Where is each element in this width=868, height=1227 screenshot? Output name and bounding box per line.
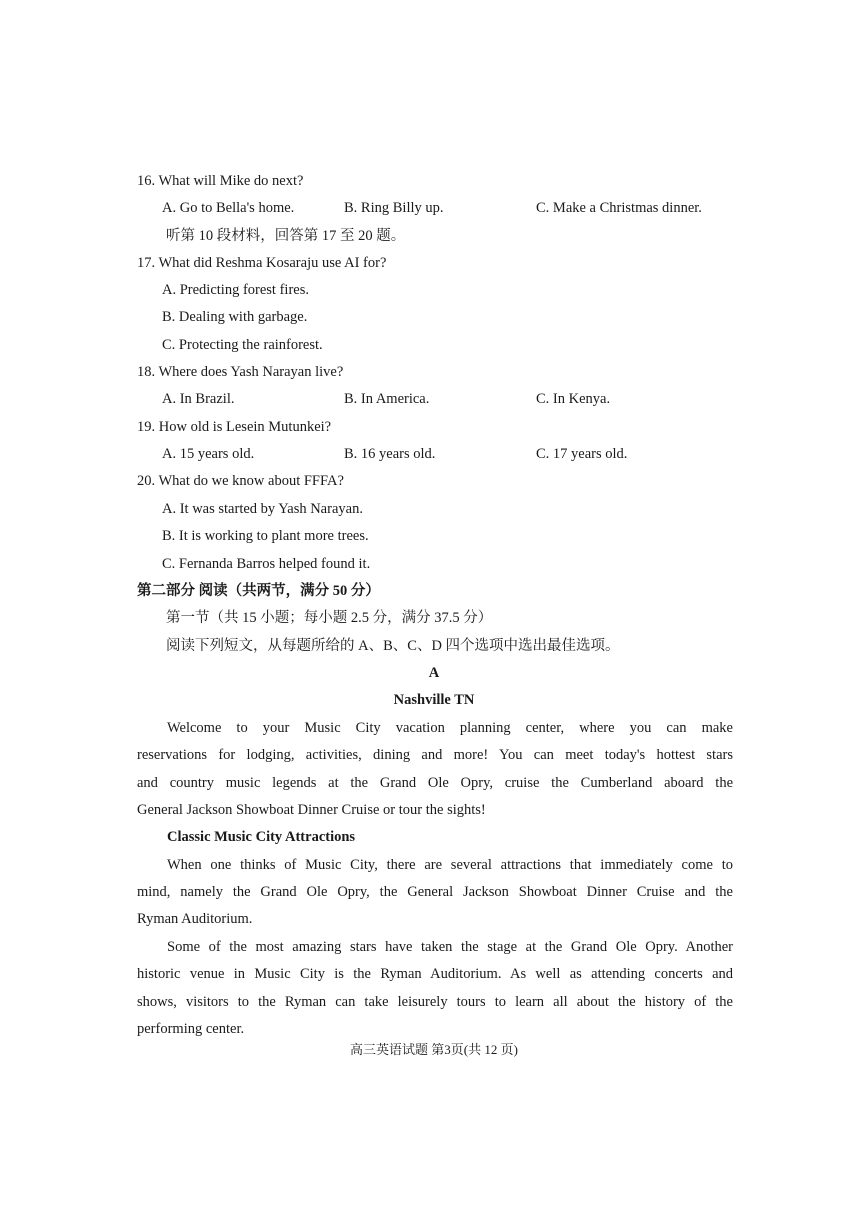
question-19-option-a: A. 15 years old. — [162, 446, 255, 462]
paragraph-2-line: Ryman Auditorium. — [137, 911, 253, 927]
question-20-option-c: C. Fernanda Barros helped found it. — [162, 556, 371, 572]
question-18-stem: 18. Where does Yash Narayan live? — [137, 364, 344, 380]
question-16-option-b: B. Ring Billy up. — [344, 200, 444, 216]
paragraph-2-line: When one thinks of Music City, there are several attractions that immediately come to — [167, 857, 733, 873]
question-20-option-b: B. It is working to plant more trees. — [162, 528, 369, 544]
question-20-stem: 20. What do we know about FFFA? — [137, 473, 344, 489]
paragraph-2-line: mind, namely the Grand Ole Opry, the General Jackson Showboat Dinner Cruise and the — [137, 884, 733, 900]
paragraph-3-line: historic venue in Music City is the Ryman Auditorium. As well as attending concerts and — [137, 966, 733, 982]
paragraph-1-line: and country music legends at the Grand Ole Opry, cruise the Cumberland aboard the — [137, 775, 733, 791]
question-19-option-c: C. 17 years old. — [536, 446, 628, 462]
section-one-heading: 第一节（共 15 小题；每小题 2.5 分，满分 37.5 分） — [166, 610, 493, 626]
passage-letter: A — [428, 665, 440, 681]
passage-title: Nashville TN — [393, 692, 475, 708]
question-19-option-b: B. 16 years old. — [344, 446, 436, 462]
reading-instruction: 阅读下列短文，从每题所给的 A、B、C、D 四个选项中选出最佳选项。 — [166, 638, 620, 654]
paragraph-3-line: shows, visitors to the Ryman can take leisurely tours to learn all about the history of the — [137, 994, 733, 1010]
question-18-option-a: A. In Brazil. — [162, 391, 235, 407]
question-16-option-a: A. Go to Bella's home. — [162, 200, 295, 216]
part-two-heading: 第二部分 阅读（共两节，满分 50 分） — [137, 583, 380, 599]
material-10-instruction: 听第 10 段材料，回答第 17 至 20 题。 — [166, 228, 406, 244]
paragraph-1-line: reservations for lodging, activities, dining and more! You can meet today's hottest stars — [137, 747, 733, 763]
paragraph-3-line: performing center. — [137, 1021, 245, 1037]
paragraph-3-line: Some of the most amazing stars have taken the stage at the Grand Ole Opry. Another — [167, 939, 733, 955]
question-17-stem: 17. What did Reshma Kosaraju use AI for? — [137, 255, 387, 271]
page-footer: 高三英语试题 第3页(共 12 页) — [350, 1042, 518, 1057]
question-16-stem: 16. What will Mike do next? — [137, 173, 304, 189]
section-subheading: Classic Music City Attractions — [167, 829, 356, 845]
paragraph-1-line: General Jackson Showboat Dinner Cruise or tour the sights! — [137, 802, 486, 818]
question-18-option-b: B. In America. — [344, 391, 430, 407]
question-19-stem: 19. How old is Lesein Mutunkei? — [137, 419, 332, 435]
question-17-option-a: A. Predicting forest fires. — [162, 282, 309, 298]
question-17-option-b: B. Dealing with garbage. — [162, 309, 308, 325]
question-18-option-c: C. In Kenya. — [536, 391, 611, 407]
paragraph-1-line: Welcome to your Music City vacation planning center, where you can make — [167, 720, 733, 736]
question-16-option-c: C. Make a Christmas dinner. — [536, 200, 702, 216]
question-17-option-c: C. Protecting the rainforest. — [162, 337, 323, 353]
question-20-option-a: A. It was started by Yash Narayan. — [162, 501, 363, 517]
